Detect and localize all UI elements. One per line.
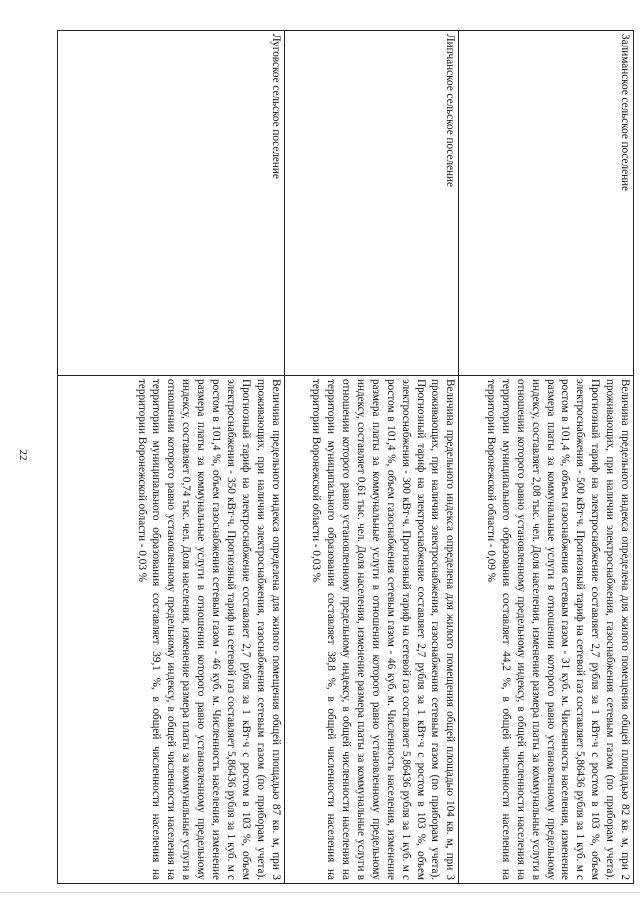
- table-row: [458, 31, 633, 884]
- page-bottom-rule: [0, 892, 640, 893]
- table-row: [57, 31, 284, 884]
- settlement-name: Залиманское сельское поселение: [459, 31, 633, 376]
- document-table-wrapper: [57, 30, 634, 884]
- index-description: Величина предельного индекса определена для жилого помещения общей площадью 104 кв. м, при 3 проживающих, при наличии электроснабжения, газоснабжения сетевым газом (по приборам учета). Прогнозный тариф на электроснабжение составляет 2,7 рубля за 1 кВт·ч с ростом в 103 %, объем электроснабжения - 300 кВт·ч. Прогнозный тариф на сетевой газ составляет 5,86436 рубля за 1 куб. м с ростом в 101,4 %, объем газоснабжения сетевым газом - 46 куб. м. Численность населения, изменение размера платы за коммунальные услуги в отношении которого равно установленному предельному индексу, составляет 0,61 тыс. чел. Доля населения, изменение размера платы за коммунальные услуги в отношении которого равно установленному предельному индексу, в общей численности населения на территории муниципального образования составляет 38,8 %, в общей численности населения на территории Воронежской области - 0,03 %: [285, 376, 459, 884]
- index-description: Величина предельного индекса определена для жилого помещения общей площадью 82 кв. м, при 2 проживающих, при наличии электроснабжения, газоснабжения сетевым газом (по приборам учета). Прогнозный тариф на электроснабжение составляет 2,7 рубля за 1 кВт·ч с ростом в 103 %, объем электроснабжения - 500 кВт·ч. Прогнозный тариф на сетевой газ составляет 5,86436 рубля за 1 куб. м с ростом в 101,4 %, объем газоснабжения сетевым газом - 31 куб. м. Численность населения, изменение размера платы за коммунальные услуги в отношении которого равно установленному предельному индексу, составляет 2,08 тыс. чел. Доля населения, изменение размера платы за коммунальные услуги в отношении которого равно установленному предельному индексу, в общей численности населения на территории муниципального образования составляет 44,2 %, в общей численности населения на территории Воронежской области - 0,09 %: [459, 376, 633, 884]
- index-description: Величина предельного индекса определена для жилого помещения общей площадью 87 кв. м, при 3 проживающих, при наличии электроснабжения, газоснабжения сетевым газом (по приборам учета). Прогнозный тариф на электроснабжение составляет 2,7 рубля за 1 кВт·ч с ростом в 103 %, объем электроснабжения - 350 кВт·ч. Прогнозный тариф на сетевой газ составляет 5,86436 рубля за 1 куб. м с ростом в 101,4 %, объем газоснабжения сетевым газом - 46 куб. м. Численность населения, изменение размера платы за коммунальные услуги в отношении которого равно установленному предельному индексу, составляет 0,74 тыс. чел. Доля населения, изменение размера платы за коммунальные услуги в отношении которого равно установленному предельному индексу, в общей численности населения на территории муниципального образования составляет 39,1 %, в общей численности населения на территории Воронежской области - 0,03 %: [58, 376, 284, 884]
- table-row: [284, 31, 459, 884]
- settlement-name: Луговское сельское поселение: [58, 31, 284, 376]
- index-table: [57, 30, 634, 884]
- page-number: 22: [17, 449, 29, 461]
- settlement-name: Липчанское сельское поселение: [285, 31, 459, 376]
